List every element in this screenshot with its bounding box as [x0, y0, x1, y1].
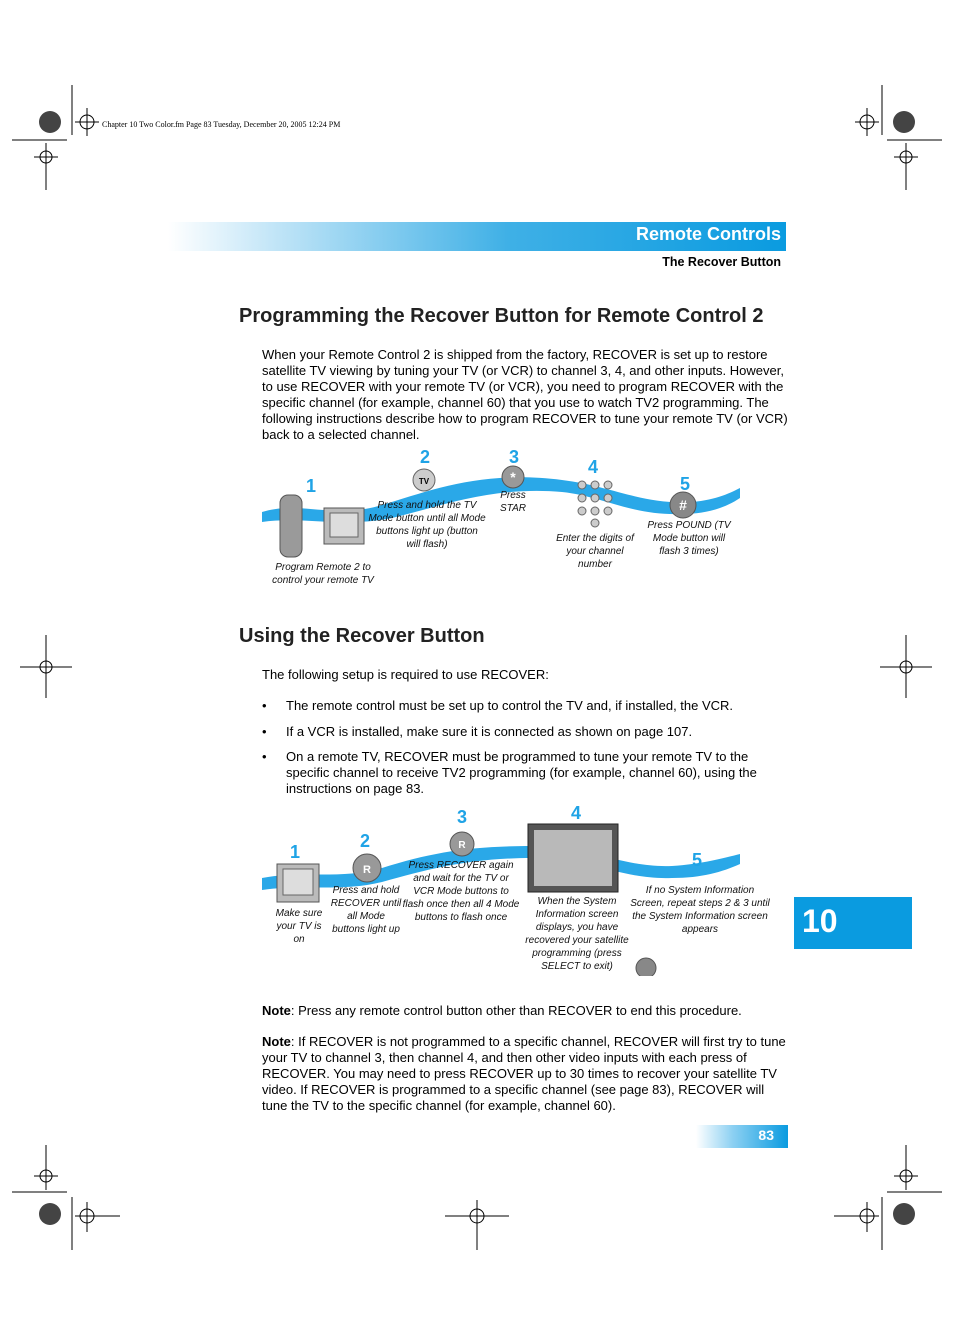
svg-text:TV: TV [418, 477, 430, 486]
section2-intro: The following setup is required to use RECOVER: [262, 667, 549, 682]
step5-number: 5 [680, 474, 691, 494]
step4-number: 4 [588, 457, 599, 477]
page-number: 83 [758, 1127, 774, 1143]
step1-caption-2: Make sure your TV is on [275, 908, 323, 945]
step2-caption-2: Press and hold RECOVER until all Mode buttons light up [330, 885, 402, 935]
step5-number-2: 5 [692, 850, 703, 870]
step2-number-2: 2 [360, 831, 371, 851]
step4-caption: Enter the digits of your channel number [556, 533, 634, 570]
page-number-bar [696, 1125, 788, 1148]
svg-text:R: R [458, 840, 466, 851]
heading-using: Using the Recover Button [239, 625, 485, 647]
note-2: Note: If RECOVER is not programmed to a specific channel, RECOVER will first try to tune your TV to channel 3, then channel 4, and then other video inputs with each press of RECOVER. You may need to press RECOVER up to 30 times to recover your satellite TV video. If RECOVER is programmed to a specific channel (see page 83), RECOVER will tune the TV to the specific channel (for example, channel 60). [262, 1034, 786, 1113]
section-subtitle: The Recover Button [662, 255, 781, 269]
step3-caption: Press STAR [500, 490, 526, 514]
step4-number-2: 4 [571, 803, 582, 823]
chapter-tab: 10 [794, 897, 912, 949]
svg-text:*: * [510, 469, 516, 485]
step2-caption: Press and hold the TV Mode button until all Mode buttons light up (button will flash) [368, 500, 486, 550]
step5-caption: Press POUND (TV Mode button will flash 3 times) [647, 520, 731, 557]
file-info: Chapter 10 Two Color.fm Page 83 Tuesday, December 20, 2005 12:24 PM [102, 120, 341, 129]
step3-caption-2: Press RECOVER again and wait for the TV or VCR Mode buttons to flash once then all 4 Mode buttons to flash once [402, 860, 520, 923]
section-title: Remote Controls [635, 224, 781, 244]
step3-number: 3 [509, 447, 520, 467]
svg-text:R: R [363, 864, 371, 876]
svg-text:#: # [679, 497, 687, 513]
section1-body: When your Remote Control 2 is shipped from the factory, RECOVER is set up to restore satellite TV viewing by tuning your TV (or VCR) to channel 3, 4, and other inputs. However, to use RECOVER with your remote TV (or VCR), you need to program RECOVER with the specific channel (for example, channel 60) that you use to watch TV2 programming. The following instructions describe how to program RECOVER to tune your remote TV (or VCR) back to a selected channel. [262, 347, 788, 442]
step3-number-2: 3 [457, 807, 468, 827]
step1-caption: Program Remote 2 to control your remote TV [272, 562, 374, 586]
step5-caption-2: If no System Information Screen, repeat steps 2 & 3 until the System Information screen appears [630, 885, 770, 935]
step2-number: 2 [420, 447, 431, 467]
step4-caption-2: When the System Information screen displays, you have recovered your satellite programming (press SELECT to exit) [525, 896, 629, 972]
heading-programming: Programming the Recover Button for Remote Control 2 [239, 305, 764, 327]
step1-number: 1 [306, 476, 317, 496]
step1-number-2: 1 [290, 842, 301, 862]
note-1: Note: Press any remote control button other than RECOVER to end this procedure. [262, 1003, 742, 1018]
